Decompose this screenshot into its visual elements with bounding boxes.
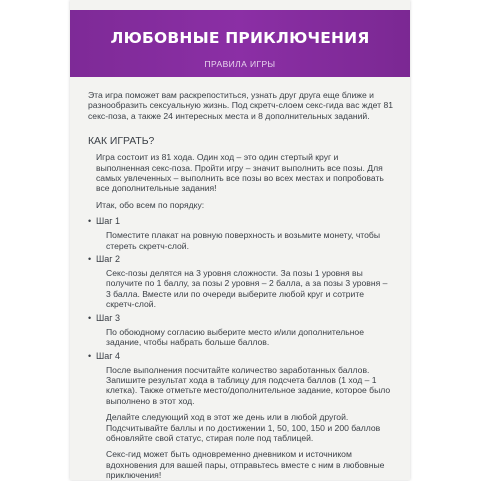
bullet-icon: • <box>88 312 92 323</box>
order-intro: Итак, обо всем по порядку: <box>96 199 205 210</box>
bullet-icon: • <box>88 216 92 227</box>
game-description: Игра состоит из 81 хода. Один ход – это один стертый круг и выполненная секс-поза. Пройти игру – значит выполнить все позы. Для самых увлеченных – выполнить все позы во всех местах и попробовать все дополнительные задания! <box>96 152 384 194</box>
rules-content <box>88 90 394 481</box>
step-label: Шаг 4 <box>96 350 121 361</box>
step-4-text: После выполнения посчитайте количество заработанных баллов. Запишите результат хода в таблицу для подсчета баллов (1 ход – 1 клетка). Также отметьте место/дополнительное задание, которое было выполнено в этот ход. <box>106 364 391 406</box>
page-subtitle: ПРАВИЛА ИГРЫ <box>204 59 276 69</box>
step-1-label <box>88 216 394 227</box>
step-3-text: По обоюдному согласию выберите место и/или дополнительное задание, чтобы набрать больше баллов. <box>106 326 364 348</box>
step-label: Шаг 3 <box>96 312 121 323</box>
step-label: Шаг 1 <box>96 216 121 227</box>
bullet-icon: • <box>88 254 92 265</box>
step-4-extra: Делайте следующий ход в этот же день или в любой другой. Подсчитывайте баллы и по достижении 1, 50, 100, 150 и 200 баллов обновляйте свой статус, стирая поле под таблицей. <box>106 412 381 443</box>
rules-sheet <box>70 0 410 480</box>
step-1-text: Поместите плакат на ровную поверхность и возьмите монету, чтобы стереть скретч-слой. <box>106 230 381 251</box>
intro-paragraph: Эта игра поможет вам раскрепоститься, узнать друг друга еще ближе и разнообразить сексуальную жизнь. Под скретч-слоем секс-гида вас ждет 81 секс-поза, а также 24 интересных места и 8 дополнительных заданий. <box>88 90 394 121</box>
step-label: Шаг 2 <box>96 254 121 265</box>
section-heading: КАК ИГРАТЬ? <box>88 136 155 148</box>
section-body <box>88 152 394 480</box>
closing-paragraph: Секс-гид может быть одновременно дневником и источником вдохновения для вашей пары, отправьтесь вместе с ним в любовные приключения! <box>106 449 385 481</box>
step-2-text: Секс-позы делятся на 3 уровня сложности. За позы 1 уровня вы получите по 1 баллу, за позы 2 уровня – 2 балла, а за позы 3 уровня – 3 балла. Вместе или по очереди выберите любой круг и сотрите скретч-слой. <box>106 268 388 310</box>
bullet-icon: • <box>88 350 92 361</box>
page-title: ЛЮБОВНЫЕ ПРИКЛЮЧЕНИЯ <box>110 29 370 47</box>
step-4-label <box>88 351 394 362</box>
title-banner <box>70 10 410 77</box>
step-3-label <box>88 313 394 324</box>
step-2-label <box>88 254 394 265</box>
